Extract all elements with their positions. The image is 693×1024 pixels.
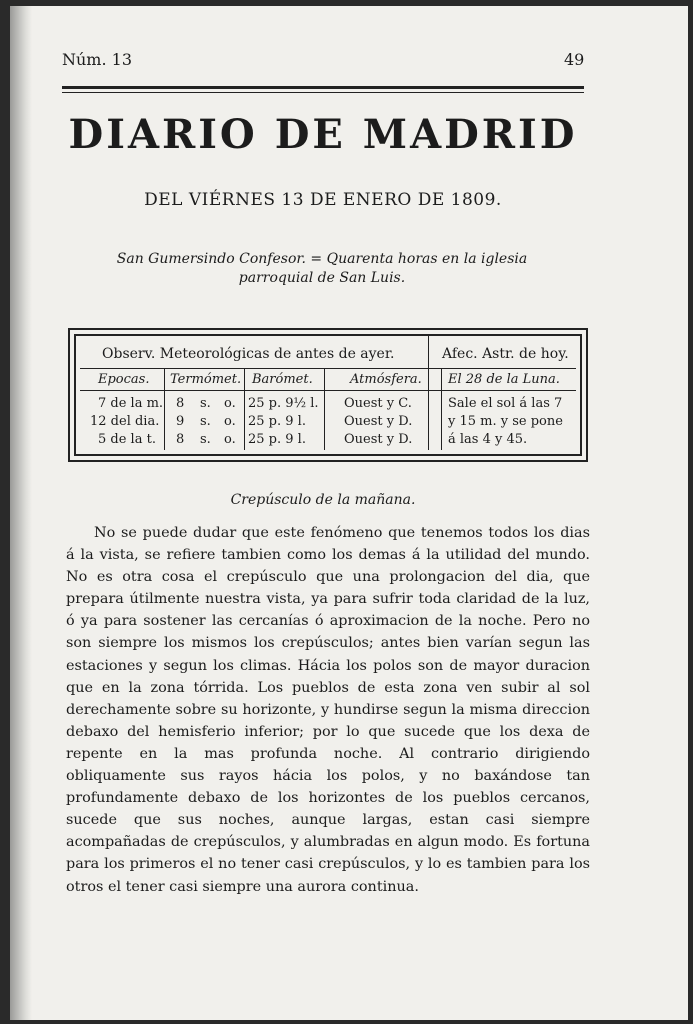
row3-term-s: s. [200,432,211,447]
row2-term-num: 9 [176,414,185,429]
row2-term-s: s. [200,414,211,429]
row3-atmosfera: Ouest y D. [344,432,413,447]
column-divider [441,368,442,450]
moon-line-1: Sale el sol á las 7 [448,396,563,411]
header-rule-thin [62,92,584,93]
table-title-rule [80,368,576,369]
issue-date: DEL VIÉRNES 13 DE ENERO DE 1809. [144,190,502,210]
row3-epoca: 5 de la t. [98,432,156,447]
weather-left-title: Observ. Meteorológicas de antes de ayer. [102,346,395,362]
row3-term-num: 8 [176,432,185,447]
row1-barometro: 25 p. 9½ l. [248,396,319,411]
article-body [66,522,590,898]
moon-line-2: y 15 m. y se pone [448,414,563,429]
row1-term-s: s. [200,396,211,411]
page-binding-shadow [10,6,32,1020]
row1-atmosfera: Ouest y C. [344,396,412,411]
moon-line-3: á las 4 y 45. [448,432,528,447]
page-number: 49 [564,50,585,69]
row2-barometro: 25 p. 9 l. [248,414,306,429]
row1-term-num: 8 [176,396,185,411]
column-header-atmosfera: Atmósfera. [350,372,422,387]
weather-table [68,328,588,462]
saint-notice-line1: San Gumersindo Confesor. = Quarenta horas en la iglesia [116,251,528,267]
masthead-title: DIARIO DE MADRID [68,111,578,158]
issue-number: Núm. 13 [62,50,133,69]
saint-notice [102,250,542,288]
column-header-termometro: Termómet. [170,372,242,387]
column-header-barometro: Barómet. [252,372,313,387]
column-divider [164,368,165,450]
row2-atmosfera: Ouest y D. [344,414,413,429]
table-column-rule [80,390,576,391]
row1-epoca: 7 de la m. [98,396,164,411]
article-paragraph: No se puede dudar que este fenómeno que tenemos todos los dias á la vista, se refiere tambien como los demas á la utilidad del mundo. No es otra cosa el crepúsculo que una prolongacion del dia, que prepara útilmente nuestra vista, ya para sufrir toda claridad de la luz, ó ya para sostener las cercanías ó aproximacion de la noche. Pero no son siempre los mismos los crepúsculos; antes bien varían segun las estaciones y segun los climas. Hácia los polos son de mayor duracion que en la zona tórrida. Los pueblos de esta zona ven subir al sol derechamente sobre su horizonte, y hundirse segun la misma direccion debaxo del hemisferio inferior; por lo que sucede que los dexa de repente en la mas profunda noche. Al contrario dirigiendo obliquamente sus rayos hácia los polos, y no baxándose tan profundamente debaxo de los horizontes de los pueblos cercanos, sucede que sus noches, aunque largas, estan casi siempre acompañadas de crepúsculos, y alumbradas en algun modo. Es fortuna para los primeros el no tener casi crepúsculos, y lo es tambien para los otros el tener casi siempre una aurora continua. [66,525,590,895]
weather-table-inner [74,334,582,456]
row3-term-o: o. [224,432,236,447]
column-divider [428,336,429,450]
column-header-luna: El 28 de la Luna. [448,372,560,387]
row1-term-o: o. [224,396,236,411]
row2-epoca: 12 del dia. [90,414,160,429]
row2-term-o: o. [224,414,236,429]
weather-right-title: Afec. Astr. de hoy. [442,346,569,362]
row3-barometro: 25 p. 9 l. [248,432,306,447]
header-rule-thick [62,86,584,89]
column-divider [244,368,245,450]
article-heading: Crepúsculo de la mañana. [230,492,416,508]
column-header-epocas: Epocas. [98,372,150,387]
column-divider [324,368,325,450]
newspaper-page [10,6,688,1020]
saint-notice-line2: parroquial de San Luis. [238,270,406,286]
